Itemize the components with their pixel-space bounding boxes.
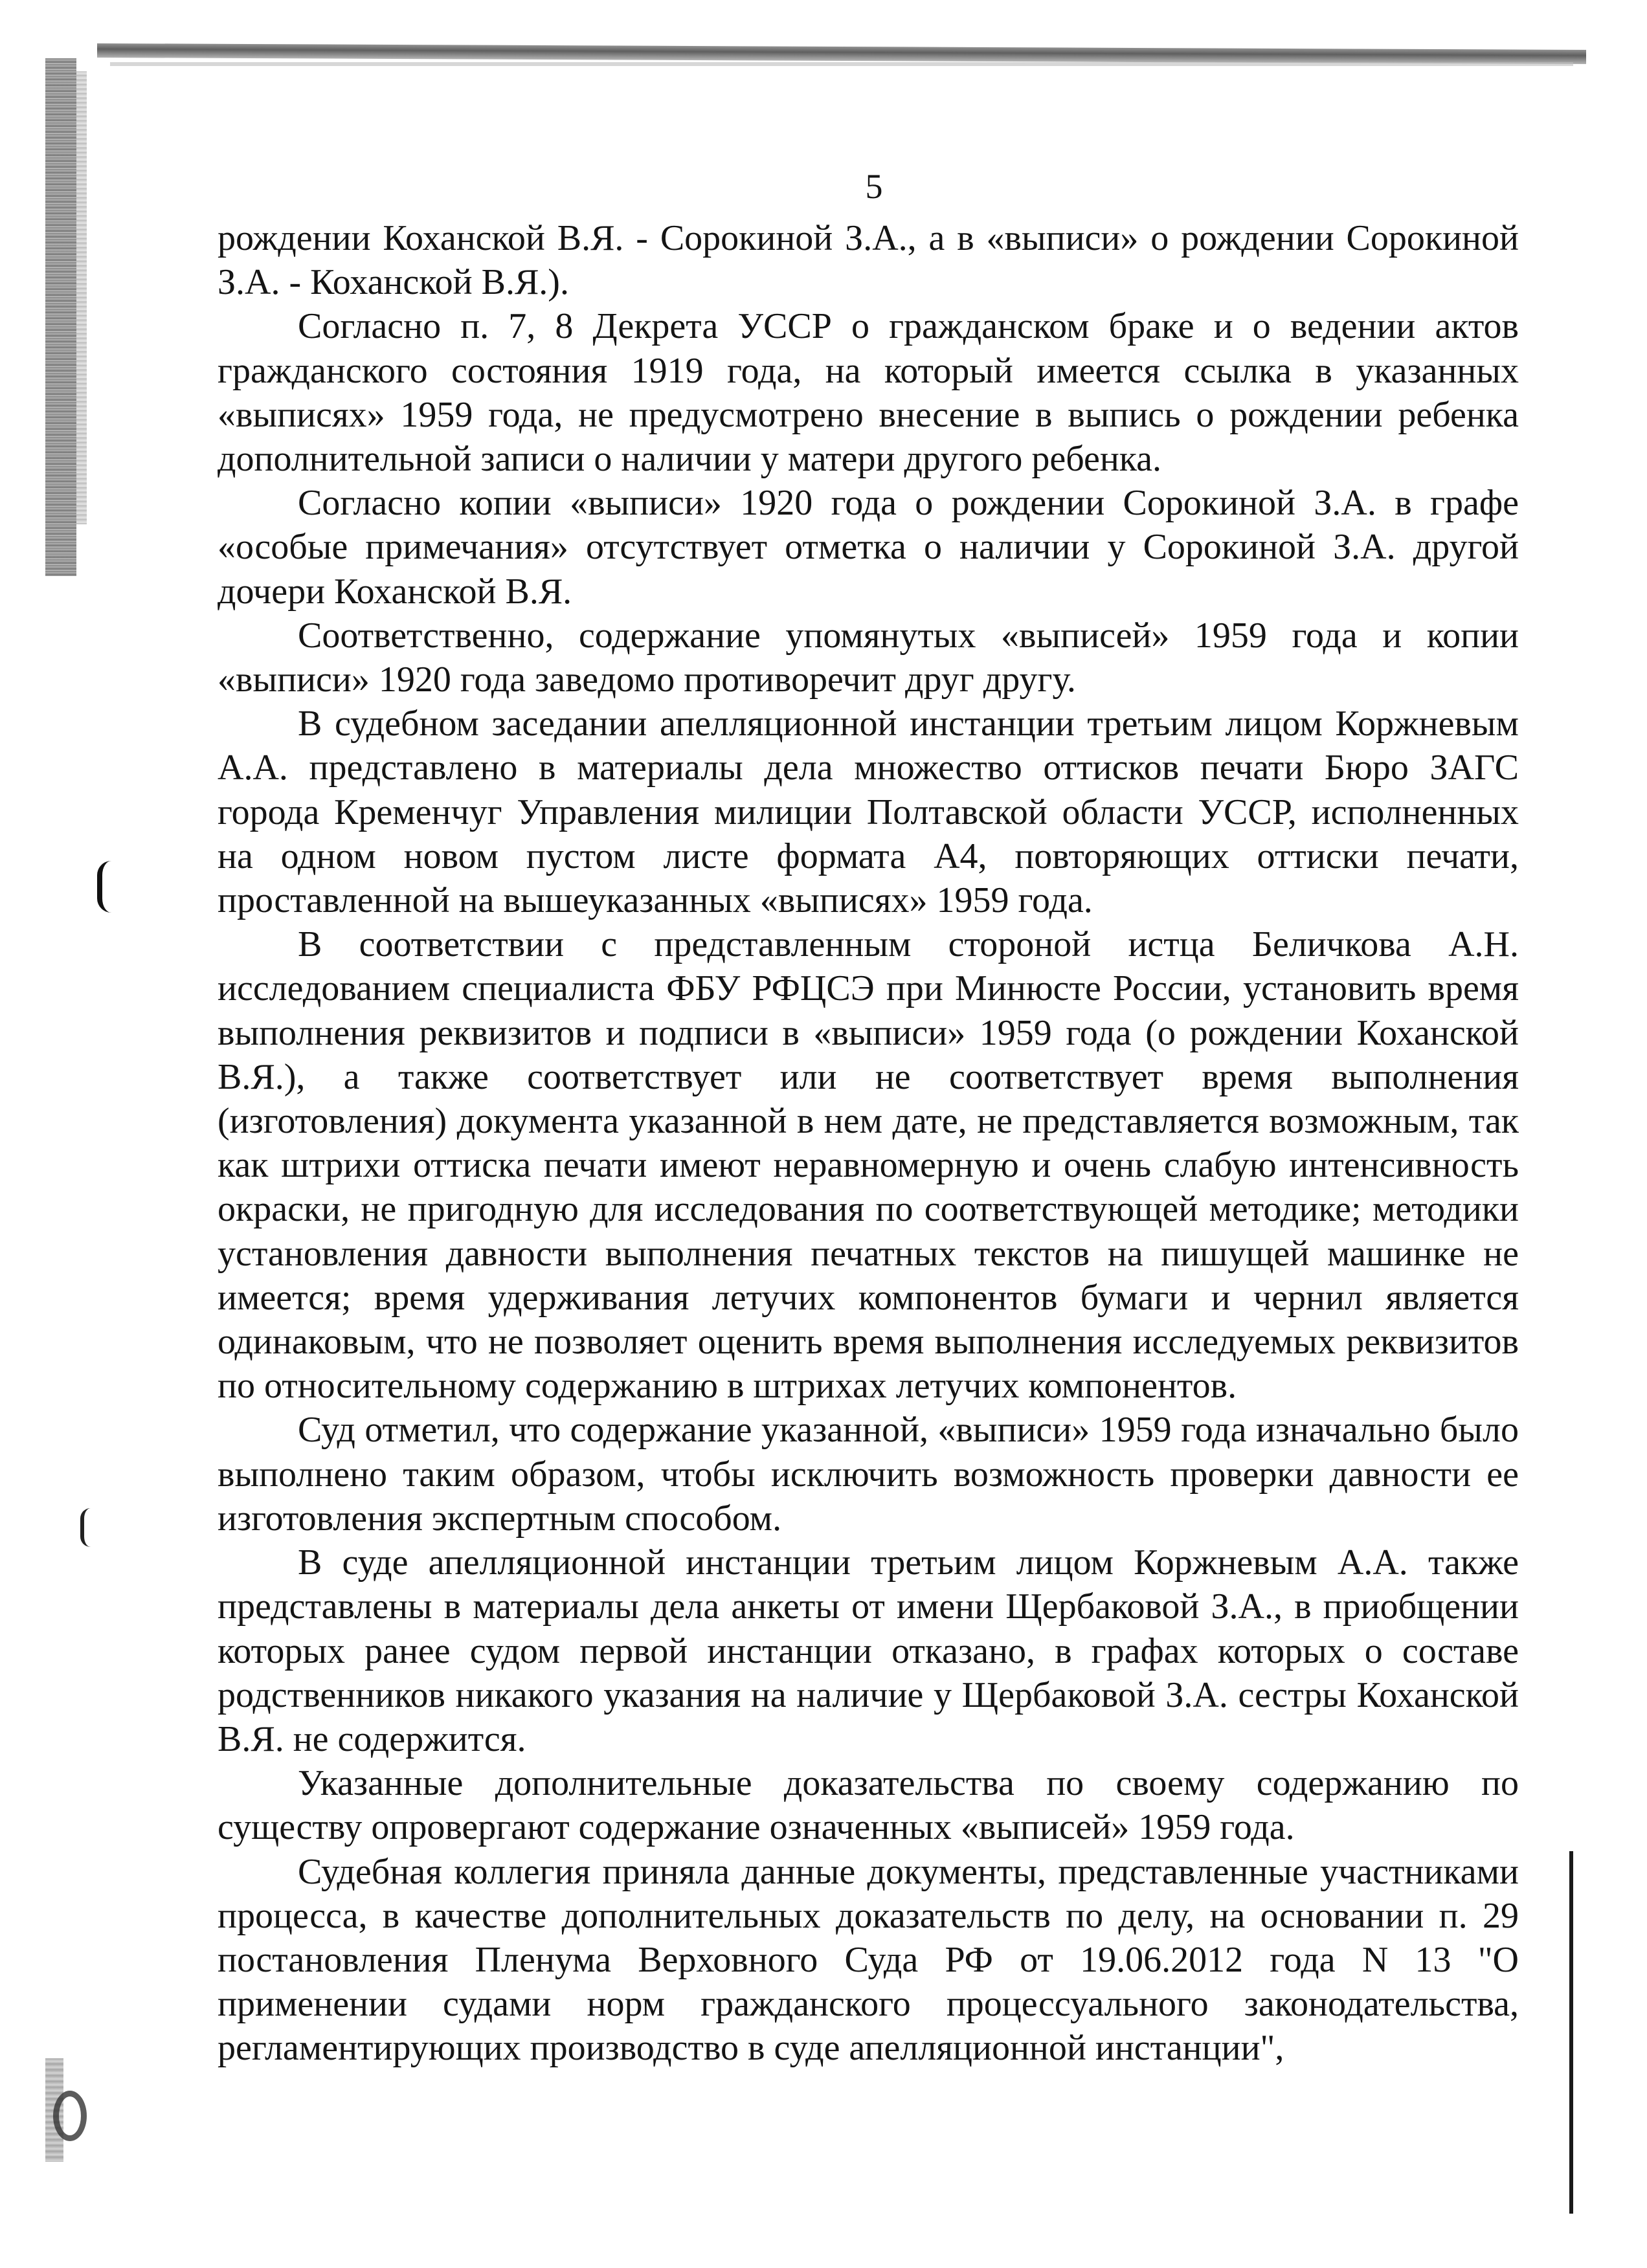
scan-margin-mark-lower: [80, 1508, 91, 1547]
paragraph: В судебном заседании апелляционной инстанции третьим лицом Коржневым А.А. представлено в материалы дела множество оттисков печати Бюро ЗАГС города Кременчуг Управления милиции Полтавской области УССР, исполненных на одном новом пустом листе формата А4, повторяющих оттиски печати, проставленной на вышеуказанных «выписях» 1959 года.: [218, 704, 1519, 921]
scan-left-shadow-line: [76, 71, 87, 524]
paragraph: рождении Коханской В.Я. - Сорокиной З.А., а в «выписи» о рождении Сорокиной З.А. - Коханской В.Я.).: [218, 218, 1519, 303]
paragraph: Указанные дополнительные доказательства по своему содержанию по существу опровергают содержание означенных «выписей» 1959 года.: [218, 1763, 1519, 1848]
scan-top-shadow: [97, 43, 1586, 64]
paragraph: В суде апелляционной инстанции третьим лицом Коржневым А.А. также представлены в материалы дела анкеты от имени Щербаковой З.А., в приобщении которых ранее судом первой инстанции отказано, в графах которых о составе родственников никакого указания на наличие у Щербаковой З.А. сестры Коханской В.Я. не содержится.: [218, 1542, 1519, 1759]
scan-margin-mark: [97, 861, 111, 913]
paragraph: В соответствии с представленным стороной истца Беличкова А.Н. исследованием специалиста ФБУ РФЦСЭ при Минюсте России, установить время выполнения реквизитов и подписи в «выписи» 1959 года (о рождении Коханской В.Я.), а также соответствует или не соответствует время выполнения (изготовления) документа указанной в нем дате, не представляется возможным, так как штрихи оттиска печати имеют неравномерную и очень слабую интенсивность окраски, не пригодную для исследования по соответствующей методике; методики установления давности выполнения печатных текстов на пишущей машинке не имеется; время удерживания летучих компонентов бумаги и чернил является одинаковым, что не позволяет оценить время выполнения исследуемых реквизитов по относительному содержанию в штрихах летучих компонентов.: [218, 924, 1519, 1406]
scan-right-edge-line: [1569, 1851, 1573, 2214]
paragraph: Суд отметил, что содержание указанной, «выписи» 1959 года изначально было выполнено таким образом, чтобы исключить возможность проверки давности ее изготовления экспертным способом.: [218, 1410, 1519, 1539]
scan-top-shadow-line: [110, 62, 1573, 66]
scan-left-shadow: [45, 58, 76, 576]
page-number: 5: [865, 167, 883, 206]
paragraph: Согласно п. 7, 8 Декрета УССР о гражданском браке и о ведении актов гражданского состояния 1919 года, на который имеется ссылка в указанных «выписях» 1959 года, не предусмотрено внесение в выпись о рождении ребенка дополнительной записи о наличии у матери другого ребенка.: [218, 306, 1519, 480]
paragraph: Судебная коллегия приняла данные документы, представленные участниками процесса, в качестве дополнительных доказательств по делу, на основании п. 29 постановления Пленума Верховного Суда РФ от 19.06.2012 года N 13 "О применении судами норм гражданского процессуального законодательства, регламентирующих производство в суде апелляционной инстанции",: [218, 1851, 1519, 2069]
scan-corner-mark: [0, 0, 101, 2]
document-body: [218, 216, 1519, 2071]
paragraph: Согласно копии «выписи» 1920 года о рождении Сорокиной З.А. в графе «особые примечания» отсутствует отметка о наличии у Сорокиной З.А. другой дочери Коханской В.Я.: [218, 483, 1519, 612]
scan-binding-ring: [53, 2091, 87, 2141]
paragraph: Соответственно, содержание упомянутых «выписей» 1959 года и копии «выписи» 1920 года заведомо противоречит друг другу.: [218, 615, 1519, 700]
